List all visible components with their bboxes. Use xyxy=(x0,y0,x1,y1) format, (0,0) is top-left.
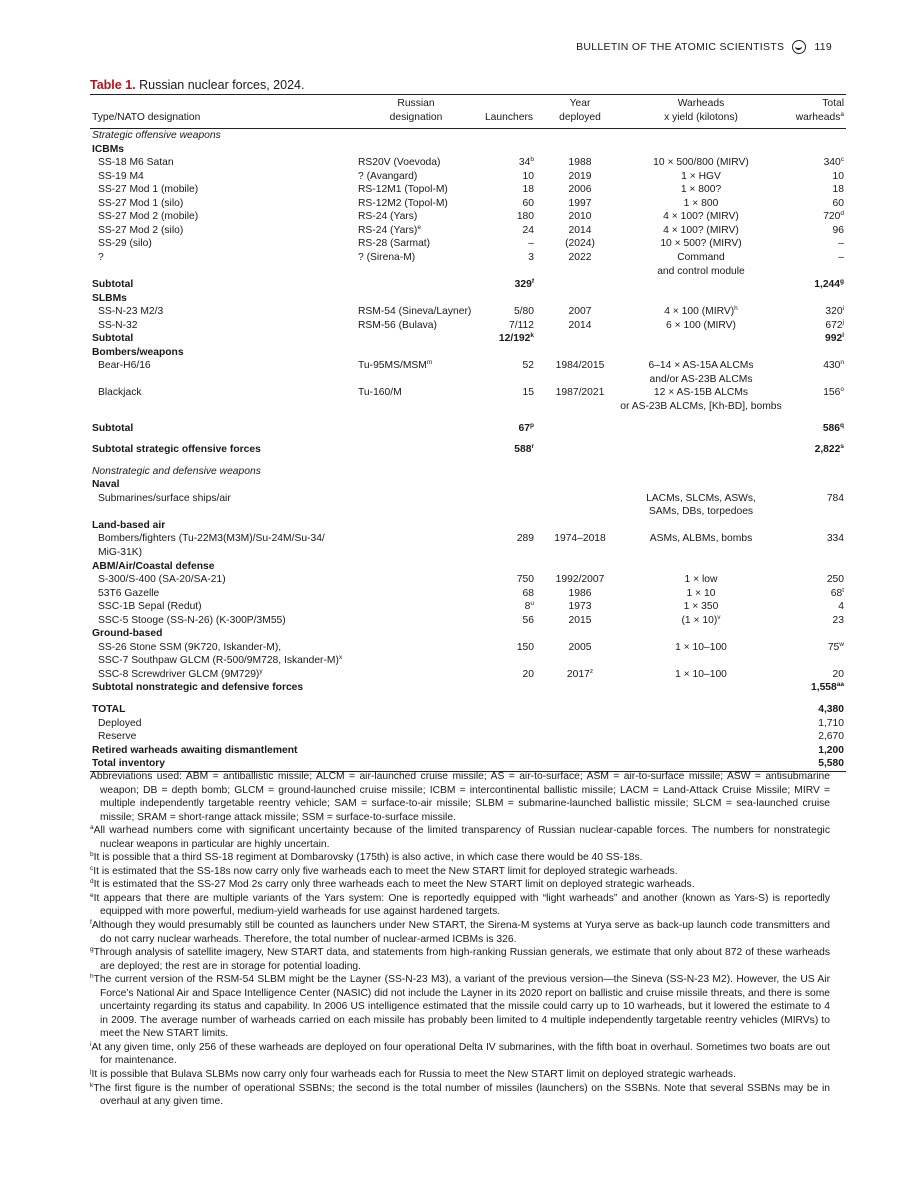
cell-c6: – xyxy=(838,238,844,250)
cell-c4: 2006 xyxy=(568,184,592,196)
cell-c3: 7/112 xyxy=(508,319,534,331)
cell-c2: RS-24 (Yars) xyxy=(358,211,418,223)
cell-c5 xyxy=(618,278,784,292)
cell-c1: SS-27 Mod 2 (silo) xyxy=(98,224,184,236)
cell-c6 xyxy=(784,560,846,574)
cell-c6: 96 xyxy=(832,224,844,236)
cell-c4 xyxy=(542,519,618,533)
footnote: $^g$Through analysis of satellite imagery, New START data, and statements from high-ranking Russian generals, we estimate that only about 872 of these warheads are deployed; the rest are in storage for potential loading. xyxy=(90,946,830,972)
cell-c6: 320$^i$ xyxy=(825,305,844,318)
subtotal-row xyxy=(90,435,846,457)
cell-c4: 1974–2018 xyxy=(554,533,606,545)
col-total-header: Total warheads$^a$ xyxy=(795,98,844,123)
cell-c3 xyxy=(476,346,542,360)
cell-c6: 60 xyxy=(832,197,844,209)
cell-c3 xyxy=(476,478,542,492)
group-heading-row xyxy=(90,346,846,360)
cell-c4 xyxy=(542,730,618,744)
cell-c5 xyxy=(618,332,784,346)
cell-c2: RSM-54 (Sineva/Layner) xyxy=(358,306,472,318)
cell-c5: 1 × 800? xyxy=(680,184,722,196)
cell-c4: 2005 xyxy=(568,641,592,653)
subtotal-row xyxy=(90,414,846,436)
cell-c2 xyxy=(356,614,476,628)
cell-c5: 1 × HGV xyxy=(681,170,721,182)
cell-c3 xyxy=(476,292,542,306)
cell-c2 xyxy=(356,332,476,346)
table-row xyxy=(90,305,846,319)
cell-c1: SS-N-23 M2/3 xyxy=(98,306,164,318)
cell-c5: 4 × 100 (MIRV)$^h$ xyxy=(664,305,738,318)
cell-c2: RS-28 (Sarmat) xyxy=(358,238,431,250)
cell-c3: 15 xyxy=(522,387,534,399)
cell-c6: 1,558$^{aa}$ xyxy=(810,681,844,694)
cell-c2: RSM-56 (Bulava) xyxy=(358,319,437,331)
cell-c1: SS-26 Stone SSM (9K720, Iskander-M), SSC-7 Southpaw GLCM (R-500/9M728, Iskander-M)$^x$ xyxy=(98,641,343,667)
cell-c4: 2022 xyxy=(568,252,592,264)
cell-c5 xyxy=(618,695,784,717)
cell-c6: 5,580 xyxy=(818,758,844,770)
cell-c2 xyxy=(356,129,476,143)
cell-c4 xyxy=(542,695,618,717)
table-row xyxy=(90,492,846,519)
cell-c3 xyxy=(476,627,542,641)
cell-c4 xyxy=(542,129,618,143)
cell-c6 xyxy=(784,129,846,143)
group-heading-row xyxy=(90,627,846,641)
cell-c4: 1984/2015 xyxy=(555,360,605,372)
table-title xyxy=(90,78,304,92)
cell-c6: 156$^o$ xyxy=(823,386,844,399)
table-row xyxy=(90,730,846,744)
cell-c6: 250 xyxy=(826,574,844,586)
cell-c2 xyxy=(356,414,476,436)
table-caption: Russian nuclear forces, 2024. xyxy=(135,78,305,92)
footnote: $^i$At any given time, only 256 of these warheads are deployed on four operational Delta IV submarines, with the fifth boat in overhaul. Sometimes two boats are out for maintenance. xyxy=(90,1040,830,1067)
cell-c6 xyxy=(784,143,846,157)
cell-c4: 2015 xyxy=(568,614,592,626)
cell-c1: ? xyxy=(98,252,104,264)
cell-c4: 1997 xyxy=(568,197,592,209)
table-row xyxy=(90,614,846,628)
cell-c1: Subtotal strategic offensive forces xyxy=(92,444,261,456)
forces-table xyxy=(90,94,846,772)
col-launchers-header: Launchers xyxy=(484,111,534,123)
footnote: $^j$It is possible that Bulava SLBMs now carry only four warheads each for Russia to meet the New START limit on deployed strategic warheads. xyxy=(90,1068,736,1081)
cell-c3: 329$^f$ xyxy=(514,278,534,291)
cell-c3: 56 xyxy=(522,614,534,626)
cell-c1: SS-27 Mod 1 (mobile) xyxy=(98,184,199,196)
subtotal-row xyxy=(90,278,846,292)
cell-c2: RS-12M2 (Topol-M) xyxy=(358,197,448,209)
table-row xyxy=(90,197,846,211)
journal-name: BULLETIN OF THE ATOMIC SCIENTISTS xyxy=(576,41,785,53)
table-row xyxy=(90,156,846,170)
cell-c5: Command and control module xyxy=(657,252,745,277)
cell-c4 xyxy=(542,717,618,731)
cell-c5: 6–14 × AS-15A ALCMs and/or AS-23B ALCMs xyxy=(648,360,754,385)
footnote: $^f$Although they would presumably still be counted as launchers under New START, the Sirena-M systems at Yurya serve as back-up launch code transmitters and do not carry nuclear warheads. Therefore, the total number of nuclear-armed ICBMs is 326. xyxy=(90,919,830,945)
cell-c6 xyxy=(784,292,846,306)
cell-c6: 340$^c$ xyxy=(823,156,844,169)
cell-c1: SSC-5 Stooge (SS-N-26) (K-300P/3M55) xyxy=(98,614,286,626)
cell-c1: 53T6 Gazelle xyxy=(98,587,160,599)
cell-c6 xyxy=(784,478,846,492)
cell-c3 xyxy=(476,143,542,157)
cell-c2 xyxy=(356,492,476,519)
cell-c5 xyxy=(618,129,784,143)
cell-c3 xyxy=(476,717,542,731)
cell-c3: 750 xyxy=(516,574,534,586)
group-heading-row xyxy=(90,478,846,492)
cell-c2: RS20V (Voevoda) xyxy=(358,157,441,169)
cell-c1: Submarines/surface ships/air xyxy=(98,492,231,504)
cell-c1: SS-N-32 xyxy=(98,319,138,331)
table-row xyxy=(90,600,846,614)
group-heading-row xyxy=(90,292,846,306)
cell-c5 xyxy=(618,717,784,731)
cell-c1: Blackjack xyxy=(98,387,142,399)
cell-c5 xyxy=(618,292,784,306)
cell-c6: – xyxy=(838,252,844,264)
cell-c2 xyxy=(356,478,476,492)
cell-c1: Subtotal xyxy=(92,422,134,434)
cell-c6: 18 xyxy=(832,184,844,196)
table-row xyxy=(90,251,846,278)
cell-c3: 180 xyxy=(516,211,534,223)
cell-c3: 3 xyxy=(528,252,534,264)
cell-c6: 586$^q$ xyxy=(822,421,844,434)
table-row xyxy=(90,170,846,184)
cell-c6: 992$^l$ xyxy=(825,332,844,345)
cell-c1: Bombers/fighters (Tu-22M3(M3M)/Su-24M/Su-34/ MiG-31K) xyxy=(98,533,325,558)
cell-c1: SS-18 M6 Satan xyxy=(98,157,174,169)
cell-c1: Naval xyxy=(92,479,120,491)
cell-c6: 720$^d$ xyxy=(823,210,844,223)
cell-c5 xyxy=(618,457,784,479)
cell-c3: 12/192$^k$ xyxy=(498,332,534,345)
section-heading-row xyxy=(90,457,846,479)
cell-c3: 34$^b$ xyxy=(518,156,534,169)
cell-c1: Strategic offensive weapons xyxy=(92,130,221,142)
cell-c2 xyxy=(356,143,476,157)
table-row xyxy=(90,183,846,197)
cell-c6: 784 xyxy=(826,492,844,504)
cell-c5: 4 × 100? (MIRV) xyxy=(663,211,739,223)
cell-c2 xyxy=(356,641,476,668)
cell-c3 xyxy=(476,681,542,695)
cell-c2: Tu-160/M xyxy=(358,387,402,399)
cell-c6 xyxy=(784,627,846,641)
subtotal-row xyxy=(90,681,846,695)
cell-c5 xyxy=(618,478,784,492)
cell-c6: 2,670 xyxy=(818,731,844,743)
cell-c6: 75$^w$ xyxy=(827,640,844,653)
subtotal-row xyxy=(90,744,846,758)
cell-c1: Reserve xyxy=(98,731,137,743)
cell-c5 xyxy=(618,346,784,360)
cell-c6: 1,200 xyxy=(818,744,844,756)
cell-c3: 24 xyxy=(522,224,534,236)
running-header xyxy=(576,40,832,54)
cell-c4 xyxy=(542,292,618,306)
cell-c2 xyxy=(356,717,476,731)
cell-c2: RS-12M1 (Topol-M) xyxy=(358,184,448,196)
footnote: $^d$It is estimated that the SS-27 Mod 2s carry only three warheads each to meet the New START limit on deployed strategic warheads. xyxy=(90,878,695,891)
cell-c1: Nonstrategic and defensive weapons xyxy=(92,465,261,477)
cell-c2 xyxy=(356,600,476,614)
cell-c2: ? (Avangard) xyxy=(358,170,418,182)
cell-c6: 4,380 xyxy=(818,703,844,715)
cell-c2 xyxy=(356,668,476,682)
cell-c1: Subtotal nonstrategic and defensive forces xyxy=(92,682,304,694)
table-row xyxy=(90,587,846,601)
cell-c4 xyxy=(542,560,618,574)
cell-c5: 12 × AS-15B ALCMs or AS-23B ALCMs, [Kh-BD], bombs xyxy=(620,387,782,413)
cell-c1: ABM/Air/Coastal defense xyxy=(92,560,215,572)
cell-c5: 1 × 10–100 xyxy=(675,668,727,680)
cell-c5 xyxy=(618,627,784,641)
cell-c5 xyxy=(618,744,784,758)
cell-c4: 2014 xyxy=(568,319,592,331)
cell-c5: LACMs, SLCMs, ASWs, SAMs, DBs, torpedoes xyxy=(646,492,756,518)
cell-c4 xyxy=(542,681,618,695)
cell-c1: S-300/S-400 (SA-20/SA-21) xyxy=(98,574,226,586)
cell-c2 xyxy=(356,457,476,479)
cell-c6: 68$^t$ xyxy=(830,586,844,599)
cell-c5 xyxy=(618,730,784,744)
group-heading-row xyxy=(90,560,846,574)
table-row xyxy=(90,386,846,413)
cell-c3: – xyxy=(528,238,534,250)
cell-c3 xyxy=(476,129,542,143)
cell-c3: 67$^p$ xyxy=(518,421,534,434)
cell-c2 xyxy=(356,744,476,758)
cell-c2 xyxy=(356,627,476,641)
subtotal-row xyxy=(90,695,846,717)
cell-c4 xyxy=(542,143,618,157)
cell-c1: Bombers/weapons xyxy=(92,346,184,358)
cell-c4: 2010 xyxy=(568,211,592,223)
table-row xyxy=(90,210,846,224)
cell-c4: 2007 xyxy=(568,306,592,318)
cell-c2 xyxy=(356,346,476,360)
cell-c4 xyxy=(542,744,618,758)
cell-c3: 60 xyxy=(522,197,534,209)
cell-c5 xyxy=(618,560,784,574)
cell-c2: ? (Sirena-M) xyxy=(358,252,416,264)
cell-c4 xyxy=(542,346,618,360)
cell-c3 xyxy=(476,492,542,519)
footnote: $^h$The current version of the RSM-54 SLBM might be the Layner (SS-N-23 M3), a variant of the previous version—the Sineva (SS-N-23 M2). However, the US Air Force’s National Air and Space Intelligence Center (NASIC) did not include the Layner in its 2020 report on ballistic and cruise missile threats, and there is some uncertainty regarding its status and capability. In 2006 US intelligence estimated that the missile could carry up to 10 warheads, but it lowered the estimate to 4 in 2009. The average number of warheads carried on each missile has probably been limited to 4 multiple independently targetable reentry vehicles (MIRVs) to meet the New START limits. xyxy=(90,973,830,1040)
col-year-header: Year deployed xyxy=(559,98,601,123)
cell-c3: 150 xyxy=(516,641,534,653)
cell-c4: 2017$^z$ xyxy=(566,667,594,680)
cell-c3 xyxy=(476,695,542,717)
cell-c1: TOTAL xyxy=(92,703,126,715)
cell-c2 xyxy=(356,292,476,306)
table-row xyxy=(90,573,846,587)
cell-c5: 1 × 800 xyxy=(683,197,719,209)
cell-c5: 4 × 100? (MIRV) xyxy=(663,224,739,236)
cell-c6: 334 xyxy=(826,533,844,545)
table-row xyxy=(90,668,846,682)
cell-c6: 10 xyxy=(832,170,844,182)
cell-c2: RS-24 (Yars)$^e$ xyxy=(358,223,421,236)
cell-c4 xyxy=(542,627,618,641)
cell-c4: 1988 xyxy=(568,157,592,169)
cell-c6 xyxy=(784,457,846,479)
cell-c3 xyxy=(476,744,542,758)
cell-c3: 289 xyxy=(516,533,534,545)
cell-c1: SS-29 (silo) xyxy=(98,238,152,250)
col-russian-header: Russian designation xyxy=(389,98,443,123)
cell-c5 xyxy=(618,519,784,533)
cell-c1: Bear-H6/16 xyxy=(98,360,151,372)
cell-c3: 18 xyxy=(522,184,534,196)
cell-c4: 2014 xyxy=(568,224,592,236)
cell-c5: $(1 \times 10)^v$ xyxy=(681,613,721,626)
cell-c3 xyxy=(476,560,542,574)
cell-c6 xyxy=(784,519,846,533)
cell-c4 xyxy=(542,332,618,346)
cell-c2 xyxy=(356,573,476,587)
cell-c2 xyxy=(356,519,476,533)
cell-c5: 6 × 100 (MIRV) xyxy=(666,319,736,331)
cell-c2 xyxy=(356,278,476,292)
cell-c6: 2,822$^s$ xyxy=(814,443,844,456)
cell-c2: Tu-95MS/MSM$^m$ xyxy=(358,359,433,372)
cell-c2 xyxy=(356,730,476,744)
cell-c4: (2024) xyxy=(565,238,595,250)
group-heading-row xyxy=(90,143,846,157)
cell-c1: Subtotal xyxy=(92,279,134,291)
table-body xyxy=(90,129,846,772)
cell-c1: SSC-8 Screwdriver GLCM $(9M729)^y$ xyxy=(98,667,263,680)
cell-c6: 1,244$^g$ xyxy=(814,278,844,291)
cell-c6: 430$^n$ xyxy=(823,359,844,372)
cell-c5: 10 × 500? (MIRV) xyxy=(660,238,742,250)
page-number: 119 xyxy=(814,41,832,53)
cell-c5: 1 × 10–100 xyxy=(675,641,727,653)
crossmark-logo-icon[interactable] xyxy=(792,40,806,54)
cell-c1: Total inventory xyxy=(92,758,166,770)
cell-c1: ICBMs xyxy=(92,143,125,155)
cell-c4: 2019 xyxy=(568,170,592,182)
cell-c3: 588$^r$ xyxy=(514,443,534,456)
cell-c5 xyxy=(618,435,784,457)
cell-c6: 20 xyxy=(832,668,844,680)
cell-c5: 1 × low xyxy=(684,574,718,586)
table-row xyxy=(90,359,846,386)
cell-c3: 20 xyxy=(522,668,534,680)
cell-c1: SS-27 Mod 2 (mobile) xyxy=(98,211,199,223)
cell-c6: 672$^j$ xyxy=(825,318,844,331)
footnote: $^c$It is estimated that the SS-18s now carry only five warheads each to meet the New START limit for deployed strategic warheads. xyxy=(90,864,678,877)
cell-c4 xyxy=(542,435,618,457)
cell-c4 xyxy=(542,492,618,519)
cell-c1: SS-27 Mod 1 (silo) xyxy=(98,197,184,209)
cell-c6: 23 xyxy=(832,614,844,626)
table-row xyxy=(90,717,846,731)
cell-c1: Ground-based xyxy=(92,628,163,640)
table-row xyxy=(90,641,846,668)
cell-c1: Land-based air xyxy=(92,519,166,531)
table-header-row xyxy=(90,95,846,129)
cell-c2 xyxy=(356,532,476,559)
cell-c2 xyxy=(356,681,476,695)
cell-c2 xyxy=(356,435,476,457)
cell-c4 xyxy=(542,457,618,479)
cell-c5: 10 × 500/800 (MIRV) xyxy=(653,157,749,169)
cell-c3: 68 xyxy=(522,587,534,599)
table-row xyxy=(90,237,846,251)
cell-c3 xyxy=(476,519,542,533)
cell-c4: 1987/2021 xyxy=(555,387,605,399)
group-heading-row xyxy=(90,519,846,533)
cell-c2 xyxy=(356,695,476,717)
cell-c1: SSC-1B Sepal (Redut) xyxy=(98,601,202,613)
cell-c4: 1973 xyxy=(568,601,592,613)
cell-c3 xyxy=(476,457,542,479)
cell-c6 xyxy=(784,346,846,360)
cell-c1: Subtotal xyxy=(92,333,134,345)
cell-c3: 5/80 xyxy=(513,306,534,318)
cell-c1: Retired warheads awaiting dismantlement xyxy=(92,744,298,756)
cell-c1: SLBMs xyxy=(92,292,127,304)
cell-c4: 1986 xyxy=(568,587,592,599)
cell-c5: ASMs, ALBMs, bombs xyxy=(649,533,753,545)
cell-c3: 8$^u$ xyxy=(524,600,534,613)
cell-c1: SS-19 M4 xyxy=(98,170,144,182)
section-heading-row xyxy=(90,129,846,143)
cell-c6: 1,710 xyxy=(818,717,844,729)
cell-c1: Deployed xyxy=(98,717,142,729)
col-warheads-header: Warheads x yield (kilotons) xyxy=(664,98,738,123)
cell-c5 xyxy=(618,414,784,436)
footnote: $^a$All warhead numbers come with significant uncertainty because of the limited transparency of Russian nuclear-capable forces. The numbers for nonstrategic nuclear weapons in particular are highly uncertain. xyxy=(90,824,830,850)
table-row xyxy=(90,224,846,238)
table-row xyxy=(90,319,846,333)
table-notes xyxy=(90,770,830,1109)
table-row xyxy=(90,532,846,559)
cell-c3 xyxy=(476,730,542,744)
footnote: $^k$The first figure is the number of operational SSBNs; the second is the total number of missiles (launchers) on the SSBNs. Note that several SSBNs may be in overhaul at any given time. xyxy=(90,1081,830,1108)
cell-c2 xyxy=(356,587,476,601)
footnote: Abbreviations used: ABM = antiballistic missile; ALCM = air-launched cruise missile; AS = air-to-surface; ASM = air-to-surface missile; ASW = antisubmarine weapon; DB = depth bomb; GLCM = ground-launched cruise missile; ICBM = intercontinental ballistic missile; LACM = Land-Attack Cruise Missile; MIRV = multiple independently targetable reentry vehicle; SAM = surface-to-air missile; SLBM = submarine-launched ballistic missile; SLCM = sea-launched cruise missile; SRAM = short-range attack missile; SSM = surface-to-surface missile. xyxy=(90,771,830,823)
table-label: Table 1. xyxy=(90,78,136,92)
cell-c5 xyxy=(618,143,784,157)
cell-c4 xyxy=(542,278,618,292)
cell-c4: 1992/2007 xyxy=(555,574,605,586)
cell-c6: 4 xyxy=(838,601,844,613)
cell-c2 xyxy=(356,560,476,574)
cell-c5 xyxy=(618,681,784,695)
subtotal-row xyxy=(90,332,846,346)
cell-c5: 1 × 10 xyxy=(686,587,716,599)
col-type-header: Type/NATO designation xyxy=(92,111,201,123)
cell-c5: 1 × 350 xyxy=(683,601,719,613)
footnote: $^e$It appears that there are multiple variants of the Yars system: One is reportedly equipped with “light warheads” and another (known as Yars-S) is reportedly equipped with more powerful, medium-yield warheads for use against hardened targets. xyxy=(90,891,830,918)
footnote: $^b$It is possible that a third SS-18 regiment at Dombarovsky (175th) is also active, in which case there would be 40 SS-18s. xyxy=(90,851,643,864)
cell-c4 xyxy=(542,414,618,436)
cell-c3: 52 xyxy=(522,360,534,372)
cell-c4 xyxy=(542,478,618,492)
cell-c3: 10 xyxy=(522,170,534,182)
